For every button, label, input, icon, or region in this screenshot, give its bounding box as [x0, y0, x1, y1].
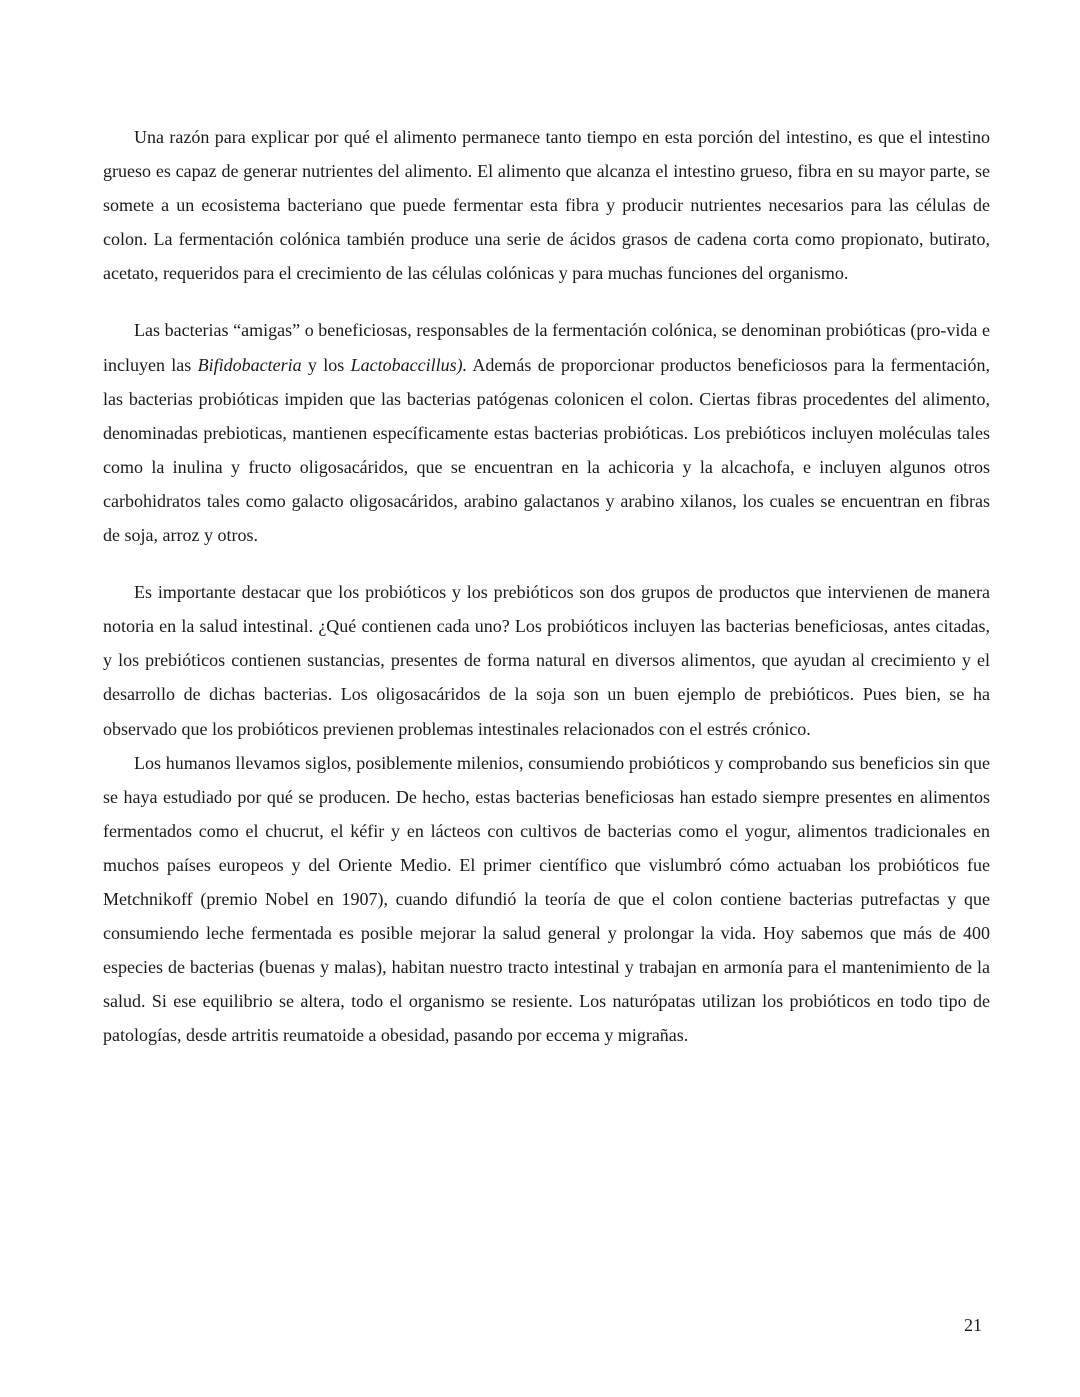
page-body	[103, 120, 990, 1052]
italic-term-lactobaccillus: Lactobaccillus).	[350, 354, 468, 375]
paragraph-probiotics-prebiotics: Es importante destacar que los probióticos y los prebióticos son dos grupos de productos que intervienen de manera notoria en la salud intestinal. ¿Qué contienen cada uno? Los probióticos incluyen las bacterias beneficiosas, antes citadas, y los prebióticos contienen sustancias, presentes de forma natural en diversos alimentos, que ayudan al crecimiento y el desarrollo de dichas bacterias. Los oligosacáridos de la soja son un buen ejemplo de prebióticos. Pues bien, se ha observado que los probióticos previenen problemas intestinales relacionados con el estrés crónico.	[103, 582, 990, 739]
paragraph-colon-nutrients: Una razón para explicar por qué el alimento permanece tanto tiempo en esta porción del intestino, es que el intestino grueso es capaz de generar nutrientes del alimento. El alimento que alcanza el intestino grueso, fibra en su mayor parte, se somete a un ecosistema bacteriano que puede fermentar esta fibra y producir nutrientes necesarios para las células de colon. La fermentación colónica también produce una serie de ácidos grasos de cadena corta como propionato, butirato, acetato, requeridos para el crecimiento de las células colónicas y para muchas funciones del organismo.	[103, 127, 990, 284]
paragraph-history-probiotics: Los humanos llevamos siglos, posiblemente milenios, consumiendo probióticos y comprobando sus beneficios sin que se haya estudiado por qué se producen. De hecho, estas bacterias beneficiosas han estado siempre presentes en alimentos fermentados como el chucrut, el kéfir y en lácteos con cultivos de bacterias como el yogur, alimentos tradicionales en muchos países europeos y del Oriente Medio. El primer científico que vislumbró cómo actuaban los probióticos fue Metchnikoff (premio Nobel en 1907), cuando difundió la teoría de que el colon contiene bacterias putrefactas y que consumiendo leche fermentada es posible mejorar la salud general y prolongar la vida. Hoy sabemos que más de 400 especies de bacterias (buenas y malas), habitan nuestro tracto intestinal y trabajan en armonía para el mantenimiento de la salud. Si ese equilibrio se altera, todo el organismo se resiente. Los naturópatas utilizan los probióticos en todo tipo de patologías, desde artritis reumatoide a obesidad, pasando por eccema y migrañas.	[103, 752, 990, 1046]
italic-term-bifidobacteria: Bifidobacteria	[197, 354, 302, 375]
page-number: 21	[964, 1315, 982, 1335]
paragraph-text-start: Las bacterias “amigas” o beneficiosas, responsables de la fermentación colónica, se denominan probióticas (pro-vida e incluyen las	[103, 320, 990, 375]
paragraph-text-rest: Además de proporcionar productos beneficiosos para la fermentación, las bacterias probióticas impiden que las bacterias patógenas colonicen el colon. Ciertas fibras procedentes del alimento, denominadas prebioticas, mantienen específicamente estas bacterias probióticas. Los prebióticos incluyen moléculas tales como la inulina y fructo oligosacáridos, que se encuentran en la achicoria y la alcachofa, e incluyen algunos otros carbohidratos tales como galacto oligosacáridos, arabino galactanos y arabino xilanos, los cuales se encuentran en fibras de soja, arroz y otros.	[103, 354, 990, 546]
paragraph-text-connector: y los	[301, 354, 351, 375]
paragraph-probiotic-bacteria	[103, 313, 990, 552]
